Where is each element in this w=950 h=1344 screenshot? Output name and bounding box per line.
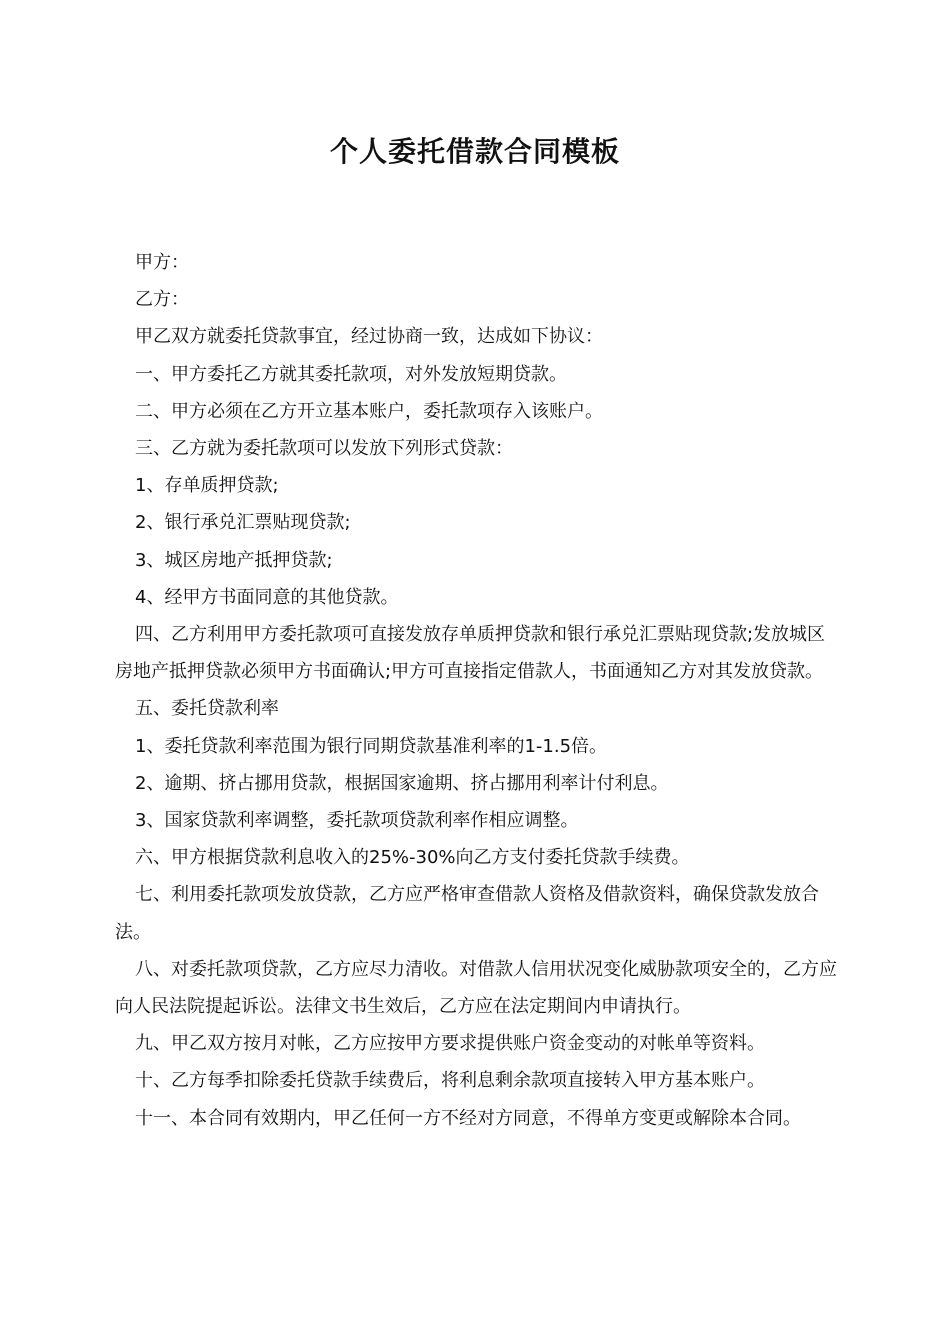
clause-5: 五、委托贷款利率 bbox=[135, 698, 279, 720]
document-body bbox=[115, 244, 843, 1137]
preamble: 甲乙双方就委托贷款事宜，经过协商一致，达成如下协议： bbox=[135, 326, 603, 348]
clause-3-item-4: 4、经甲方书面同意的其他贷款。 bbox=[135, 586, 399, 608]
clause-7: 七、利用委托款项发放贷款，乙方应严格审查借款人资格及借款资料，确保贷款发放合法。 bbox=[115, 884, 819, 943]
clause-2: 二、甲方必须在乙方开立基本账户，委托款项存入该账户。 bbox=[135, 400, 603, 422]
clause-1: 一、甲方委托乙方就其委托款项，对外发放短期贷款。 bbox=[135, 363, 567, 385]
party-b-line: 乙方： bbox=[135, 289, 189, 311]
clause-4: 四、乙方利用甲方委托款项可直接发放存单质押贷款和银行承兑汇票贴现贷款;发放城区房地产抵押贷款必须甲方书面确认;甲方可直接指定借款人，书面通知乙方对其发放贷款。 bbox=[115, 624, 826, 683]
clause-5-item-3: 3、国家贷款利率调整，委托款项贷款利率作相应调整。 bbox=[135, 810, 579, 832]
clause-6: 六、甲方根据贷款利息收入的25%-30%向乙方支付委托贷款手续费。 bbox=[135, 847, 690, 869]
document-title: 个人委托借款合同模板 bbox=[329, 135, 620, 168]
clause-9: 九、甲乙双方按月对帐，乙方应按甲方要求提供账户资金变动的对帐单等资料。 bbox=[135, 1033, 765, 1055]
clause-3-item-1: 1、存单质押贷款; bbox=[135, 475, 279, 497]
clause-11: 十一、本合同有效期内，甲乙任何一方不经对方同意，不得单方变更或解除本合同。 bbox=[135, 1107, 801, 1129]
clause-3-item-3: 3、城区房地产抵押贷款; bbox=[135, 549, 333, 571]
clause-3: 三、乙方就为委托款项可以发放下列形式贷款： bbox=[135, 438, 513, 460]
clause-3-item-2: 2、银行承兑汇票贴现贷款; bbox=[135, 512, 351, 534]
clause-8: 八、对委托款项贷款，乙方应尽力清收。对借款人信用状况变化威胁款项安全的，乙方应向人民法院提起诉讼。法律文书生效后，乙方应在法定期间内申请执行。 bbox=[115, 958, 837, 1018]
clause-5-item-1: 1、委托贷款利率范围为银行同期贷款基准利率的1-1.5倍。 bbox=[135, 735, 608, 757]
clause-10: 十、乙方每季扣除委托贷款手续费后，将利息剩余款项直接转入甲方基本账户。 bbox=[135, 1070, 765, 1092]
party-a-line: 甲方： bbox=[135, 252, 189, 273]
clause-5-item-2: 2、逾期、挤占挪用贷款，根据国家逾期、挤占挪用利率计付利息。 bbox=[135, 772, 669, 794]
